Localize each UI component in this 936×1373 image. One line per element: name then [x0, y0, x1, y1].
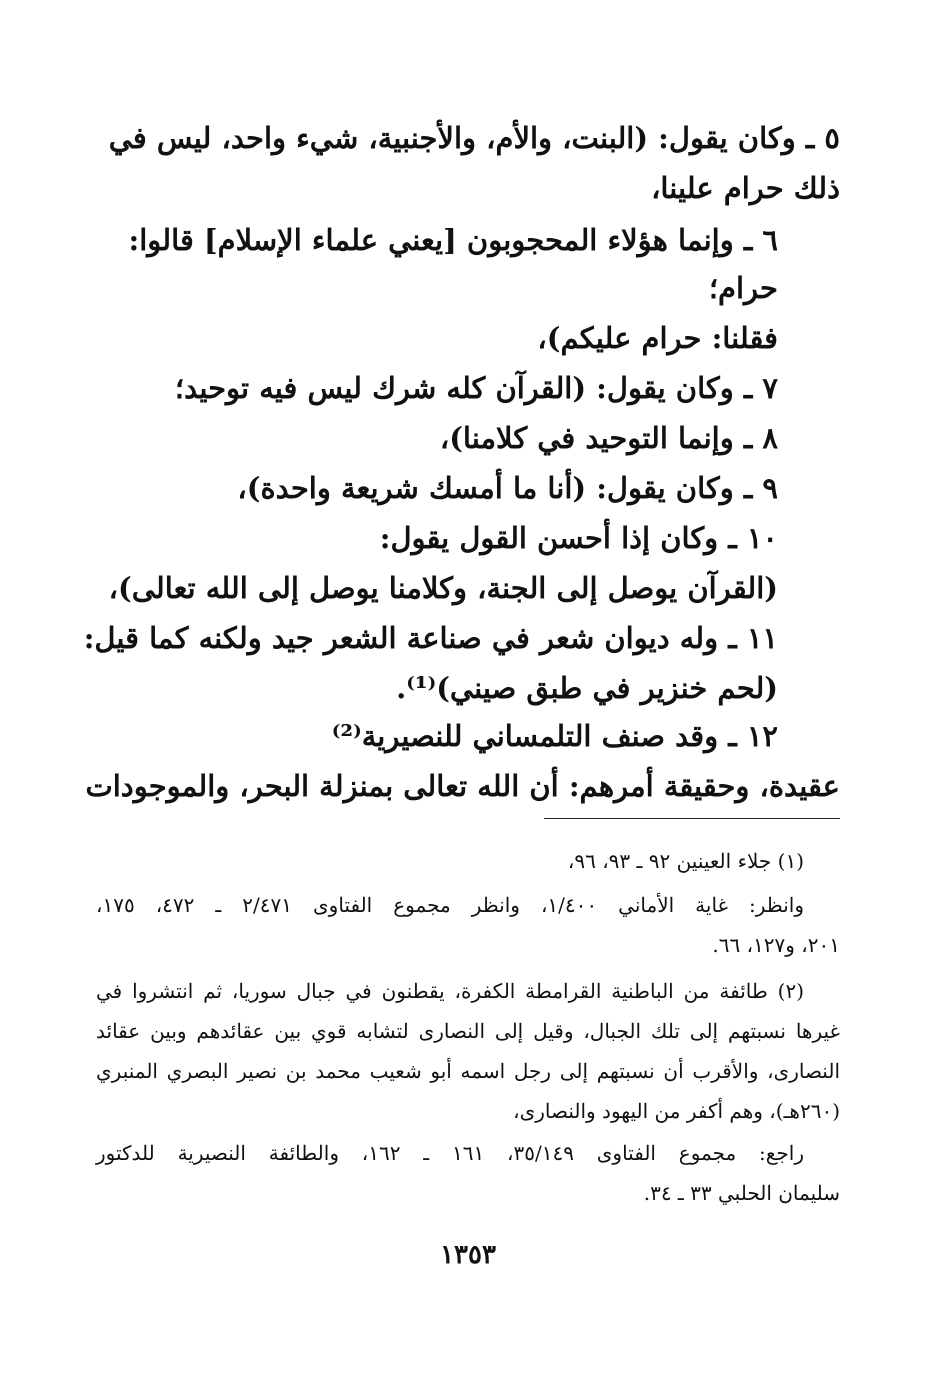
main-text-line: ٦ ـ وإنما هؤلاء المحجوبون [يعني علماء الإسلام] قالوا: [128, 223, 778, 257]
footnote-line: ٢٠١، و١٢٧، ٦٦. [712, 933, 840, 957]
main-text-line: ٧ ـ وكان يقول: (القرآن كله شرك ليس فيه توحيد؛ [174, 371, 778, 405]
main-text-line: ٩ ـ وكان يقول: (أنا ما أمسك شريعة واحدة)، [237, 471, 778, 505]
footnote-line: (٢٦٠هـ)، وهم أكفر من اليهود والنصارى، [513, 1099, 840, 1123]
main-text-line: (لحم خنزير في طبق صيني)⁽¹⁾. [396, 671, 778, 705]
main-text-line: ٥ ـ وكان يقول: (البنت، والأم، والأجنبية، شيء واحد، ليس في [108, 121, 840, 155]
main-text-line: حرام؛ [708, 271, 778, 305]
footnote-divider [544, 818, 840, 819]
footnote-line: (١) جلاء العينين ٩٢ ـ ٩٣، ٩٦، [567, 849, 804, 873]
footnote-line: راجع: مجموع الفتاوى ٣٥/١٤٩، ١٦١ ـ ١٦٢، والطائفة النصيرية للدكتور [96, 1141, 805, 1165]
main-text-line: ٨ ـ وإنما التوحيد في كلامنا)، [439, 421, 778, 455]
footnote-line: غيرها نسبتهم إلى تلك الجبال، وقيل إلى النصارى لتشابه قوي بين عقائدهم وبين عقائد [96, 1019, 840, 1043]
main-text-line: ذلك حرام علينا، [651, 171, 840, 205]
footnote-line: سليمان الحلبي ٣٣ ـ ٣٤. [643, 1181, 840, 1205]
main-text-line: عقيدة، وحقيقة أمرهم: أن الله تعالى بمنزلة البحر، والموجودات [85, 769, 840, 803]
footnote-line: وانظر: غاية الأماني ١/٤٠٠، وانظر مجموع الفتاوى ٢/٤٧١ ـ ٤٧٢، ١٧٥، [96, 893, 804, 917]
main-text-line: ١١ ـ وله ديوان شعر في صناعة الشعر جيد ولكنه كما قيل: [83, 621, 778, 655]
main-text-line: ١٠ ـ وكان إذا أحسن القول يقول: [379, 521, 778, 555]
page-number: ١٣٥٣ [440, 1240, 496, 1270]
main-text-line: فقلنا: حرام عليكم)، [537, 321, 778, 355]
footnote-line: النصارى، والأقرب أن نسبتهم إلى رجل اسمه أبو شعيب محمد بن نصير البصري المنبري [96, 1059, 840, 1083]
main-text-line: (القرآن يوصل إلى الجنة، وكلامنا يوصل إلى الله تعالى)، [108, 571, 778, 605]
main-text-line: ١٢ ـ وقد صنف التلمساني للنصيرية⁽²⁾ [331, 719, 778, 753]
footnote-line: (٢) طائفة من الباطنية القرامطة الكفرة، يقطنون في جبال سوريا، ثم انتشروا في [96, 979, 804, 1003]
